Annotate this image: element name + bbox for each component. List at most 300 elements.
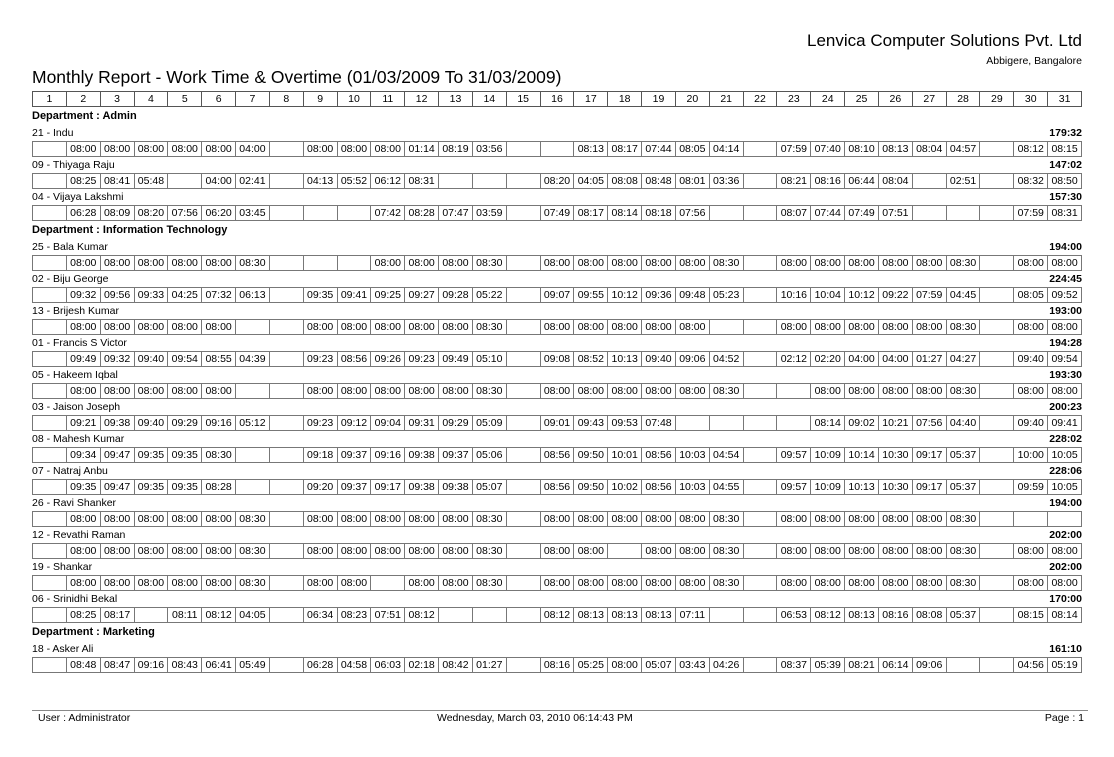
- time-cell: 08:04: [879, 174, 913, 189]
- footer-page: Page : 1: [1044, 712, 1084, 724]
- time-cell: 09:35: [168, 448, 202, 463]
- time-cell: 08:07: [777, 206, 811, 221]
- time-cell: 08:00: [304, 142, 338, 157]
- time-cell: 08:00: [811, 256, 845, 271]
- employee-row: [32, 189, 1082, 205]
- time-cell: 08:12: [1014, 142, 1048, 157]
- time-cell: 06:12: [371, 174, 405, 189]
- time-cell: [744, 174, 778, 189]
- time-cell: 08:30: [236, 544, 270, 559]
- time-cell: 09:49: [67, 352, 101, 367]
- time-cell: 09:16: [135, 658, 169, 673]
- time-cell: 08:00: [811, 544, 845, 559]
- time-cell: 06:14: [879, 658, 913, 673]
- time-cell: 08:00: [574, 320, 608, 335]
- time-cell: 08:00: [608, 256, 642, 271]
- time-cell: 08:00: [101, 142, 135, 157]
- time-cell: 05:48: [135, 174, 169, 189]
- time-cell: 08:00: [338, 142, 372, 157]
- time-cell: 08:00: [777, 576, 811, 591]
- employee-name: 18 - Asker Ali: [32, 643, 94, 655]
- time-cell: 08:00: [879, 512, 913, 527]
- time-cell: [980, 416, 1014, 431]
- time-cell: [608, 544, 642, 559]
- time-cell: 08:12: [405, 608, 439, 623]
- time-cell: [33, 480, 67, 495]
- time-cell: 08:28: [202, 480, 236, 495]
- time-cell: 08:47: [101, 658, 135, 673]
- time-cell: 08:00: [371, 320, 405, 335]
- employee-total: 202:00: [1049, 561, 1082, 573]
- employee-total: 224:45: [1049, 273, 1082, 285]
- time-cell: 10:00: [1014, 448, 1048, 463]
- time-cell: [744, 512, 778, 527]
- time-cell: 09:49: [439, 352, 473, 367]
- time-cell: 08:00: [168, 384, 202, 399]
- time-cell: [710, 416, 744, 431]
- time-cell: 08:13: [574, 142, 608, 157]
- time-cell: [33, 142, 67, 157]
- time-cell: 08:00: [676, 256, 710, 271]
- time-cell: 09:35: [168, 480, 202, 495]
- time-cell: 09:38: [439, 480, 473, 495]
- time-cell: 09:55: [574, 288, 608, 303]
- time-cell: 08:00: [1048, 320, 1082, 335]
- time-cell: 04:14: [710, 142, 744, 157]
- time-cell: 05:10: [473, 352, 507, 367]
- time-cell: 08:00: [101, 512, 135, 527]
- time-cell: 08:00: [541, 512, 575, 527]
- time-cell: [980, 352, 1014, 367]
- time-cell: 08:14: [811, 416, 845, 431]
- time-cell: 08:30: [710, 576, 744, 591]
- time-cell: 05:25: [574, 658, 608, 673]
- time-cell: [236, 320, 270, 335]
- time-cell: [947, 658, 981, 673]
- time-cell: 09:29: [439, 416, 473, 431]
- day-header-cell: 4: [135, 92, 169, 107]
- time-cell: [473, 608, 507, 623]
- time-cell: 08:25: [67, 174, 101, 189]
- time-cells-row: [32, 607, 1082, 623]
- employee-block: [32, 559, 1082, 591]
- day-header-cell: 8: [270, 92, 304, 107]
- time-cell: [744, 352, 778, 367]
- time-cells-row: [32, 383, 1082, 399]
- time-cell: 08:12: [541, 608, 575, 623]
- time-cell: 08:00: [913, 384, 947, 399]
- time-cell: 08:00: [913, 320, 947, 335]
- time-cell: 08:16: [811, 174, 845, 189]
- time-cell: 08:00: [101, 384, 135, 399]
- time-cell: 08:00: [845, 384, 879, 399]
- time-cell: 08:56: [338, 352, 372, 367]
- time-cell: 07:49: [845, 206, 879, 221]
- time-cell: 09:35: [135, 448, 169, 463]
- employee-total: 194:00: [1049, 497, 1082, 509]
- time-cell: 08:00: [135, 576, 169, 591]
- time-cells-row: [32, 173, 1082, 189]
- time-cell: 09:40: [135, 416, 169, 431]
- time-cell: 09:36: [642, 288, 676, 303]
- time-cell: 08:00: [338, 544, 372, 559]
- time-cell: 08:00: [67, 142, 101, 157]
- time-cell: 08:00: [439, 256, 473, 271]
- time-cell: 08:09: [101, 206, 135, 221]
- time-cell: 05:09: [473, 416, 507, 431]
- time-cell: 04:45: [947, 288, 981, 303]
- time-cell: [33, 256, 67, 271]
- time-cell: 08:00: [1048, 576, 1082, 591]
- time-cell: 10:09: [811, 480, 845, 495]
- day-header-row: [32, 91, 1082, 107]
- day-header-cell: 26: [879, 92, 913, 107]
- departments: [32, 110, 1082, 673]
- time-cell: 08:25: [67, 608, 101, 623]
- time-cell: 08:00: [913, 544, 947, 559]
- time-cell: [744, 142, 778, 157]
- time-cell: 08:00: [202, 544, 236, 559]
- time-cell: 08:30: [236, 576, 270, 591]
- day-header-cell: 18: [608, 92, 642, 107]
- time-cell: 08:00: [439, 384, 473, 399]
- time-cell: [439, 608, 473, 623]
- time-cell: [744, 256, 778, 271]
- day-header-cell: 7: [236, 92, 270, 107]
- time-cell: 05:37: [947, 448, 981, 463]
- time-cell: 04:39: [236, 352, 270, 367]
- employee-block: [32, 157, 1082, 189]
- time-cell: [947, 206, 981, 221]
- time-cell: 09:53: [608, 416, 642, 431]
- employee-name: 19 - Shankar: [32, 561, 93, 573]
- time-cell: [980, 608, 1014, 623]
- time-cell: [304, 256, 338, 271]
- time-cell: 10:09: [811, 448, 845, 463]
- time-cell: 08:30: [947, 544, 981, 559]
- time-cell: 08:19: [439, 142, 473, 157]
- time-cell: 08:00: [101, 576, 135, 591]
- day-header-cell: 22: [744, 92, 778, 107]
- day-header-cell: 6: [202, 92, 236, 107]
- time-cell: 08:00: [101, 256, 135, 271]
- time-cell: [168, 174, 202, 189]
- time-cell: 08:00: [1048, 544, 1082, 559]
- time-cell: [507, 608, 541, 623]
- footer-divider: [32, 710, 1088, 711]
- time-cell: [270, 320, 304, 335]
- day-header-cell: 24: [811, 92, 845, 107]
- employee-row: [32, 463, 1082, 479]
- time-cell: 09:23: [304, 416, 338, 431]
- time-cell: [980, 206, 1014, 221]
- time-cell: 08:00: [676, 576, 710, 591]
- time-cell: 08:21: [777, 174, 811, 189]
- time-cell: 08:00: [67, 256, 101, 271]
- day-header-cell: 1: [33, 92, 67, 107]
- time-cell: 08:00: [439, 320, 473, 335]
- time-cell: [980, 142, 1014, 157]
- time-cell: 04:00: [879, 352, 913, 367]
- time-cell: 08:08: [608, 174, 642, 189]
- time-cell: 03:56: [473, 142, 507, 157]
- time-cell: 09:35: [67, 480, 101, 495]
- employee-block: [32, 189, 1082, 221]
- time-cell: 07:44: [642, 142, 676, 157]
- time-cell: [270, 512, 304, 527]
- time-cell: [270, 544, 304, 559]
- time-cell: 06:20: [202, 206, 236, 221]
- time-cell: 08:00: [541, 544, 575, 559]
- time-cell: 03:45: [236, 206, 270, 221]
- time-cell: 08:00: [608, 384, 642, 399]
- employee-name: 02 - Biju George: [32, 273, 109, 285]
- time-cell: 08:00: [845, 544, 879, 559]
- time-cell: [980, 448, 1014, 463]
- time-cell: [270, 174, 304, 189]
- employee-total: 193:30: [1049, 369, 1082, 381]
- time-cell: 08:30: [710, 384, 744, 399]
- time-cell: 04:00: [202, 174, 236, 189]
- time-cell: 08:00: [371, 142, 405, 157]
- time-cell: 08:00: [202, 512, 236, 527]
- time-cell: 08:00: [304, 320, 338, 335]
- time-cell: 08:00: [405, 320, 439, 335]
- time-cell: 08:00: [202, 256, 236, 271]
- time-cell: 08:00: [642, 256, 676, 271]
- time-cell: 08:00: [168, 512, 202, 527]
- time-cell: 08:00: [574, 576, 608, 591]
- time-cells-row: [32, 575, 1082, 591]
- time-cells-row: [32, 141, 1082, 157]
- employee-total: 161:10: [1049, 643, 1082, 655]
- time-cell: 03:43: [676, 658, 710, 673]
- time-cell: 08:05: [676, 142, 710, 157]
- time-cell: 05:37: [947, 608, 981, 623]
- time-cell: 08:42: [439, 658, 473, 673]
- employee-row: [32, 495, 1082, 511]
- time-cell: 05:06: [473, 448, 507, 463]
- time-cell: 10:16: [777, 288, 811, 303]
- time-cell: 10:21: [879, 416, 913, 431]
- time-cell: 08:00: [913, 256, 947, 271]
- time-cell: 08:00: [338, 320, 372, 335]
- day-header-cell: 17: [574, 92, 608, 107]
- time-cell: 09:41: [1048, 416, 1082, 431]
- time-cell: 08:00: [642, 512, 676, 527]
- time-cell: 08:00: [168, 544, 202, 559]
- time-cell: [270, 608, 304, 623]
- time-cell: [744, 416, 778, 431]
- time-cell: 08:00: [608, 576, 642, 591]
- time-cell: [710, 206, 744, 221]
- time-cell: [541, 142, 575, 157]
- time-cell: 09:34: [67, 448, 101, 463]
- time-cell: 08:08: [913, 608, 947, 623]
- time-cell: 04:56: [1014, 658, 1048, 673]
- time-cell: [236, 384, 270, 399]
- time-cell: 10:13: [845, 480, 879, 495]
- employee-block: [32, 399, 1082, 431]
- time-cell: 09:12: [338, 416, 372, 431]
- time-cell: 08:00: [67, 576, 101, 591]
- time-cell: [744, 658, 778, 673]
- time-cell: 09:18: [304, 448, 338, 463]
- time-cell: 05:49: [236, 658, 270, 673]
- employee-name: 12 - Revathi Raman: [32, 529, 126, 541]
- employee-total: 200:23: [1049, 401, 1082, 413]
- employee-total: 202:00: [1049, 529, 1082, 541]
- time-cell: 07:56: [913, 416, 947, 431]
- time-cell: 05:52: [338, 174, 372, 189]
- time-cell: 08:00: [371, 512, 405, 527]
- day-header-cell: 29: [980, 92, 1014, 107]
- time-cell: 08:20: [135, 206, 169, 221]
- time-cell: 08:21: [845, 658, 879, 673]
- time-cell: 08:00: [811, 512, 845, 527]
- time-cell: [980, 544, 1014, 559]
- time-cell: [507, 288, 541, 303]
- time-cell: 09:26: [371, 352, 405, 367]
- time-cell: 09:16: [371, 448, 405, 463]
- time-cell: [710, 320, 744, 335]
- time-cell: 08:30: [473, 544, 507, 559]
- time-cell: 09:43: [574, 416, 608, 431]
- time-cell: 08:30: [473, 576, 507, 591]
- employee-row: [32, 335, 1082, 351]
- time-cell: 08:00: [67, 544, 101, 559]
- time-cell: [507, 352, 541, 367]
- time-cell: 09:20: [304, 480, 338, 495]
- time-cell: 08:10: [845, 142, 879, 157]
- time-cell: 08:00: [135, 320, 169, 335]
- time-cell: 08:00: [168, 256, 202, 271]
- time-cell: 09:04: [371, 416, 405, 431]
- time-cell: 08:30: [473, 256, 507, 271]
- time-cell: 08:00: [574, 256, 608, 271]
- time-cell: 08:00: [879, 544, 913, 559]
- time-cell: [33, 576, 67, 591]
- time-cell: 08:00: [135, 512, 169, 527]
- time-cell: [507, 512, 541, 527]
- employee-row: [32, 641, 1082, 657]
- time-cell: 09:40: [1014, 416, 1048, 431]
- time-cell: [777, 384, 811, 399]
- employee-total: 157:30: [1049, 191, 1082, 203]
- time-cell: [33, 206, 67, 221]
- time-cell: 07:59: [777, 142, 811, 157]
- time-cell: 09:08: [541, 352, 575, 367]
- time-cell: 08:30: [236, 512, 270, 527]
- time-cell: [710, 608, 744, 623]
- department-label: Department : Information Technology: [32, 224, 228, 236]
- day-header-cell: 10: [338, 92, 372, 107]
- time-cell: 08:30: [202, 448, 236, 463]
- time-cell: 08:00: [371, 384, 405, 399]
- employee-row: [32, 303, 1082, 319]
- time-cell: [744, 480, 778, 495]
- employee-block: [32, 125, 1082, 157]
- department-label: Department : Admin: [32, 110, 137, 122]
- time-cell: 08:00: [371, 256, 405, 271]
- time-cell: 09:23: [405, 352, 439, 367]
- time-cell: 10:14: [845, 448, 879, 463]
- employee-row: [32, 271, 1082, 287]
- time-cell: 08:00: [135, 142, 169, 157]
- time-cell: 08:16: [541, 658, 575, 673]
- time-cell: 08:20: [541, 174, 575, 189]
- time-cell: 07:40: [811, 142, 845, 157]
- time-cell: [744, 206, 778, 221]
- time-cell: 08:41: [101, 174, 135, 189]
- time-cell: 05:23: [710, 288, 744, 303]
- time-cell: 08:30: [947, 512, 981, 527]
- time-cell: 08:00: [101, 320, 135, 335]
- time-cell: 04:00: [845, 352, 879, 367]
- employee-total: 147:02: [1049, 159, 1082, 171]
- time-cell: 04:40: [947, 416, 981, 431]
- time-cell: [507, 320, 541, 335]
- time-cell: 06:53: [777, 608, 811, 623]
- time-cell: 10:03: [676, 448, 710, 463]
- employee-block: [32, 367, 1082, 399]
- time-cell: 08:43: [168, 658, 202, 673]
- time-cell: 10:02: [608, 480, 642, 495]
- time-cell: 08:00: [405, 512, 439, 527]
- time-cell: 08:00: [676, 512, 710, 527]
- employee-name: 25 - Bala Kumar: [32, 241, 108, 253]
- time-cell: [1048, 512, 1082, 527]
- employee-row: [32, 367, 1082, 383]
- time-cell: 04:57: [947, 142, 981, 157]
- day-header-cell: 12: [405, 92, 439, 107]
- day-header-cell: 14: [473, 92, 507, 107]
- time-cell: [980, 512, 1014, 527]
- time-cell: [744, 288, 778, 303]
- time-cell: 10:05: [1048, 448, 1082, 463]
- employee-row: [32, 591, 1082, 607]
- employee-block: [32, 335, 1082, 367]
- time-cell: 09:27: [405, 288, 439, 303]
- time-cell: 08:00: [202, 576, 236, 591]
- day-header-cell: 15: [507, 92, 541, 107]
- time-cell: [507, 416, 541, 431]
- time-cell: 09:28: [439, 288, 473, 303]
- time-cell: 08:00: [1014, 256, 1048, 271]
- time-cell: 08:13: [642, 608, 676, 623]
- time-cell: 08:12: [811, 608, 845, 623]
- time-cells-row: [32, 205, 1082, 221]
- time-cell: [744, 608, 778, 623]
- time-cell: 08:00: [135, 544, 169, 559]
- time-cell: [507, 576, 541, 591]
- time-cell: 05:37: [947, 480, 981, 495]
- employee-block: [32, 641, 1082, 673]
- time-cell: 08:00: [845, 512, 879, 527]
- time-cell: 08:00: [101, 544, 135, 559]
- time-cell: 08:00: [67, 320, 101, 335]
- time-cell: 08:00: [676, 384, 710, 399]
- time-cell: 02:41: [236, 174, 270, 189]
- employee-total: 194:28: [1049, 337, 1082, 349]
- time-cell: 09:16: [202, 416, 236, 431]
- employee-block: [32, 527, 1082, 559]
- time-cell: 08:00: [1014, 576, 1048, 591]
- time-cell: 04:13: [304, 174, 338, 189]
- time-cell: [270, 256, 304, 271]
- employee-name: 21 - Indu: [32, 127, 74, 139]
- time-cell: [33, 448, 67, 463]
